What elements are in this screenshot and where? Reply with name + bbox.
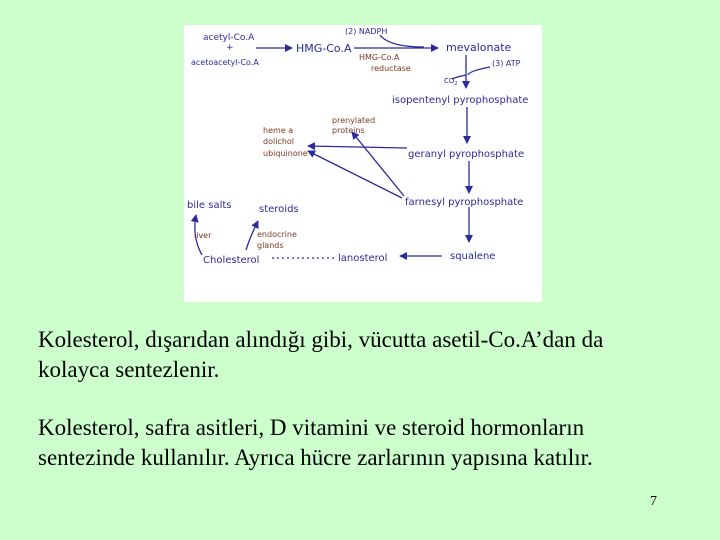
atp-label: (3) ATP (492, 59, 521, 68)
arrow-nadph-in (380, 35, 424, 47)
dolichol-label: dolichol (263, 137, 295, 146)
arrow-geranyl-to-heme (308, 146, 407, 148)
hmg-coa-label: HMG-Co.A (296, 42, 352, 55)
paragraph-cholesterol-uses: Kolesterol, safra asitleri, D vitamini ve steroid hormonların sentezinde kullanılır. Ayrıca hücre zarlarının yapısına katılır. (38, 415, 593, 470)
squalene-label: squalene (450, 251, 496, 262)
prenylated-label-line1: prenylated (332, 116, 376, 125)
nadph-label: (2) NADPH (345, 27, 388, 36)
endocrine-label-line2: glands (257, 241, 284, 250)
arrow-atp-in (468, 67, 490, 75)
cholesterol-label: Cholesterol (203, 255, 260, 266)
plus-label: + (226, 43, 234, 53)
steroids-label: steroids (259, 204, 299, 215)
cholesterol-biosynthesis-diagram (184, 25, 542, 302)
liver-label: liver (194, 231, 212, 240)
acetoacetyl-coa-label: acetoacetyl-Co.A (191, 58, 259, 67)
co2-main: CO (444, 77, 455, 85)
endocrine-label-line1: endocrine (257, 230, 297, 239)
pathway-svg (184, 25, 542, 302)
arrow-farnesyl-to-heme (308, 151, 402, 198)
geranyl-pyrophosphate-label: geranyl pyrophosphate (408, 149, 525, 160)
hmg-coa-reductase-label-line2: reductase (371, 64, 411, 73)
farnesyl-pyrophosphate-label: farnesyl pyrophosphate (405, 197, 524, 208)
slide-number: 7 (650, 494, 657, 509)
heme-a-label: heme a (263, 126, 294, 135)
mevalonate-label: mevalonate (446, 41, 512, 54)
lanosterol-label: lanosterol (338, 253, 388, 264)
co2-label (444, 77, 458, 87)
ubiquinone-label: ubiquinone (263, 149, 308, 158)
co2-subscript: 2 (454, 81, 458, 87)
prenylated-label-line2: proteins (332, 126, 365, 135)
hmg-coa-reductase-label-line1: HMG-Co.A (359, 53, 400, 62)
bile-salts-label: bile salts (187, 200, 232, 211)
acetyl-coa-label: acetyl-Co.A (203, 33, 255, 43)
isopentenyl-pyrophosphate-label: isopentenyl pyrophosphate (392, 95, 529, 106)
paragraph-cholesterol-synthesis: Kolesterol, dışarıdan alındığı gibi, vücutta asetil-Co.A’dan da kolayca sentezlenir. (38, 327, 604, 382)
